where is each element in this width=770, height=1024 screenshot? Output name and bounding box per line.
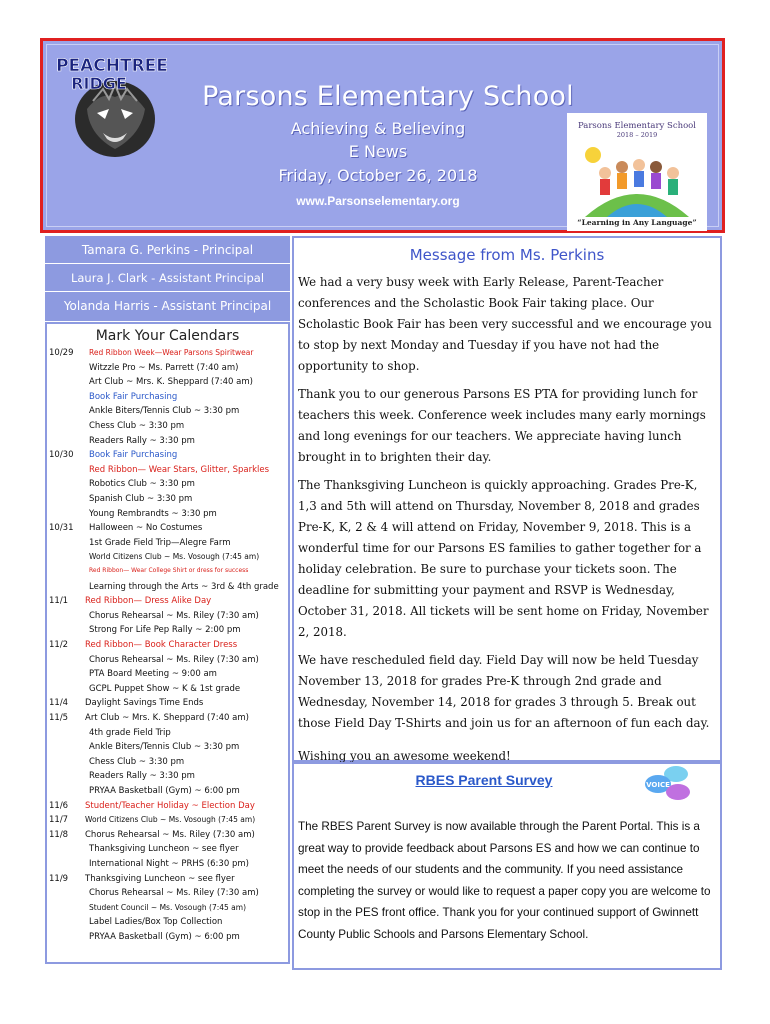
calendar-event: Chess Club ~ 3:30 pm xyxy=(89,421,185,431)
message-paragraph: Thank you to our generous Parsons ES PTA for providing lunch for teachers this week. Conference week includes many early mornings and long evenings for our teachers. We appreciate having lunch brought in to brighten their day. xyxy=(298,387,706,464)
voice-speech-bubbles-icon xyxy=(644,764,694,804)
voice-icon-text: VOICE xyxy=(646,781,670,789)
calendar-date: 11/6 xyxy=(49,800,69,811)
calendar-event: PRYAA Basketball (Gym) ~ 6:00 pm xyxy=(89,932,240,942)
message-closing: Wishing you an awesome weekend! xyxy=(298,749,511,763)
calendar-event: PRYAA Basketball (Gym) ~ 6:00 pm xyxy=(89,786,240,796)
message-paragraph: We have rescheduled field day. Field Day will now be held Tuesday November 13, 2018 for grades Pre-K through 2nd grade and Wednesday, November 14, 2018 for grades 3 through 5. Break out those Field Day T-Shirts and join us for an afternoon of fun each day. xyxy=(298,653,710,730)
year-card-year: 2018 – 2019 xyxy=(616,131,658,139)
calendar-event: Art Club ~ Mrs. K. Sheppard (7:40 am) xyxy=(89,377,253,388)
school-year-card xyxy=(567,113,707,231)
header-banner xyxy=(40,38,725,233)
staff-assistant-principal-1: Laura J. Clark - Assistant Principal xyxy=(45,264,290,292)
calendar-date: 11/5 xyxy=(49,713,69,723)
parent-survey-box xyxy=(292,762,722,970)
calendar-event: Halloween ~ No Costumes xyxy=(89,523,203,534)
staff-assistant-principal-2: Yolanda Harris - Assistant Principal xyxy=(45,292,290,322)
calendar-event: 1st Grade Field Trip—Alegre Farm xyxy=(89,537,231,548)
calendar-event: Book Fair Purchasing xyxy=(89,450,178,461)
calendar-date: 11/8 xyxy=(49,829,69,840)
calendar-date: 10/30 xyxy=(49,450,74,461)
calendar-event: Witzzle Pro ~ Ms. Parrett (7:40 am) xyxy=(89,362,239,373)
calendar-event: Readers Rally ~ 3:30 pm xyxy=(89,771,195,782)
calendar-event: Student/Teacher Holiday ~ Election Day xyxy=(85,800,255,811)
calendar-event: Young Rembrandts ~ 3:30 pm xyxy=(89,508,217,519)
calendar-event: World Citizens Club ~ Ms. Vosough (7:45 am) xyxy=(89,552,260,562)
website-link[interactable]: www.Parsonselementary.org xyxy=(296,194,460,208)
calendar-event: Chorus Rehearsal ~ Ms. Riley (7:30 am) xyxy=(85,829,255,840)
calendar-event: Strong For Life Pep Rally ~ 2:00 pm xyxy=(89,625,241,636)
calendar-date: 11/7 xyxy=(49,815,69,826)
calendar-event: International Night ~ PRHS (6:30 pm) xyxy=(89,859,249,869)
principal-message-box xyxy=(292,236,722,762)
calendar-date: 11/1 xyxy=(49,596,69,607)
calendar-event: Readers Rally ~ 3:30 pm xyxy=(89,435,195,446)
message-paragraph: We had a very busy week with Early Release, Parent-Teacher conferences and the Scholastic Book Fair taking place. Our Scholastic Book Fair has been very successful and we encourage you to stop by next Monday and Tuesday if you have not had the opportunity to shop. xyxy=(298,275,712,373)
calendar-event: World Citizens Club ~ Ms. Vosough (7:45 am) xyxy=(85,815,256,825)
survey-body: The RBES Parent Survey is now available through the Parent Portal. This is a great way to provide feedback about Parsons ES and how we can continue to meet the needs of our students and the community. If you need assistance completing the survey or would like to request a paper copy you are welcome to stop in the PES front office. Thank you for your continued support of Gwinnett County Public Schools and Parsons Elementary School. xyxy=(298,820,711,941)
newsletter-name: E News xyxy=(348,142,408,161)
calendar-event: Label Ladies/Box Top Collection xyxy=(89,917,223,928)
school-title: Parsons Elementary School xyxy=(202,81,574,112)
calendar-event: Spanish Club ~ 3:30 pm xyxy=(89,494,193,504)
calendar-date: 11/2 xyxy=(49,640,69,650)
calendar-event: Book Fair Purchasing xyxy=(89,391,178,402)
calendar-date: 10/31 xyxy=(49,523,74,534)
calendar-event: Thanksgiving Luncheon ~ see flyer xyxy=(85,873,235,884)
calendar-date: 10/29 xyxy=(49,348,74,358)
calendar-event: Chess Club ~ 3:30 pm xyxy=(89,756,185,767)
calendar-event: Daylight Savings Time Ends xyxy=(85,698,204,709)
year-card-tagline: “Learning in Any Language” xyxy=(577,218,697,227)
children-globe-illustration xyxy=(577,141,697,217)
calendar-event: 4th grade Field Trip xyxy=(89,727,171,738)
calendar-event: GCPL Puppet Show ~ K & 1st grade xyxy=(89,683,241,694)
calendar-date: 11/4 xyxy=(49,698,69,709)
calendar-event: Red Ribbon Week—Wear Parsons Spiritwear xyxy=(89,348,254,357)
motto: Achieving & Believing xyxy=(290,119,466,138)
logo-text-top: PEACHTREE xyxy=(56,56,168,76)
message-paragraph: The Thanksgiving Luncheon is quickly approaching. Grades Pre-K, 1,3 and 5th will attend on Thursday, November 8, 2018 and grades Pre-K, K, 2 & 4 will attend on Friday, November 9, 2018. This is a wonderful time for our Parsons ES families to gather together for a holiday celebration. Be sure to purchase your tickets soon. The deadline for submitting your payment and RSVP is Wednesday, October 31, 2018. All tickets will be sent home on Friday, November 2, 2018. xyxy=(298,478,709,639)
calendar-event: Chorus Rehearsal ~ Ms. Riley (7:30 am) xyxy=(89,888,259,899)
calendar-event: Red Ribbon— Wear Stars, Glitter, Sparkles xyxy=(89,464,270,475)
staff-principal: Tamara G. Perkins - Principal xyxy=(45,236,290,264)
calendar-event: Robotics Club ~ 3:30 pm xyxy=(89,479,195,490)
calendar-event: Ankle Biters/Tennis Club ~ 3:30 pm xyxy=(89,406,240,417)
message-title: Message from Ms. Perkins xyxy=(409,246,605,264)
calendar-date: 11/9 xyxy=(49,873,69,884)
calendar-title: Mark Your Calendars xyxy=(95,328,240,344)
calendar-box xyxy=(45,322,290,964)
left-column xyxy=(45,236,290,964)
calendar-event: Chorus Rehearsal ~ Ms. Riley (7:30 am) xyxy=(89,654,259,665)
calendar-event: Red Ribbon— Book Character Dress xyxy=(85,640,238,650)
survey-title[interactable]: RBES Parent Survey xyxy=(415,772,553,788)
year-card-title: Parsons Elementary School xyxy=(577,121,697,131)
calendar-event: Red Ribbon— Dress Alike Day xyxy=(85,596,212,607)
calendar-event: PTA Board Meeting ~ 9:00 am xyxy=(89,669,217,680)
calendar-event: Art Club ~ Mrs. K. Sheppard (7:40 am) xyxy=(85,713,249,723)
logo-text-bottom: RIDGE xyxy=(71,74,127,93)
message-body xyxy=(298,272,718,774)
calendar-event: Student Council ~ Ms. Vosough (7:45 am) xyxy=(89,902,246,912)
calendar-event: Thanksgiving Luncheon ~ see flyer xyxy=(89,844,239,855)
calendar-event: Red Ribbon— Wear College Shirt or dress for success xyxy=(89,567,249,574)
newsletter-date: Friday, October 26, 2018 xyxy=(278,166,478,185)
peachtree-ridge-logo xyxy=(53,49,171,159)
calendar-event: Chorus Rehearsal ~ Ms. Riley (7:30 am) xyxy=(89,610,259,621)
calendar-event: Learning through the Arts ~ 3rd & 4th grade xyxy=(89,581,279,592)
calendar-event: Ankle Biters/Tennis Club ~ 3:30 pm xyxy=(89,742,240,753)
